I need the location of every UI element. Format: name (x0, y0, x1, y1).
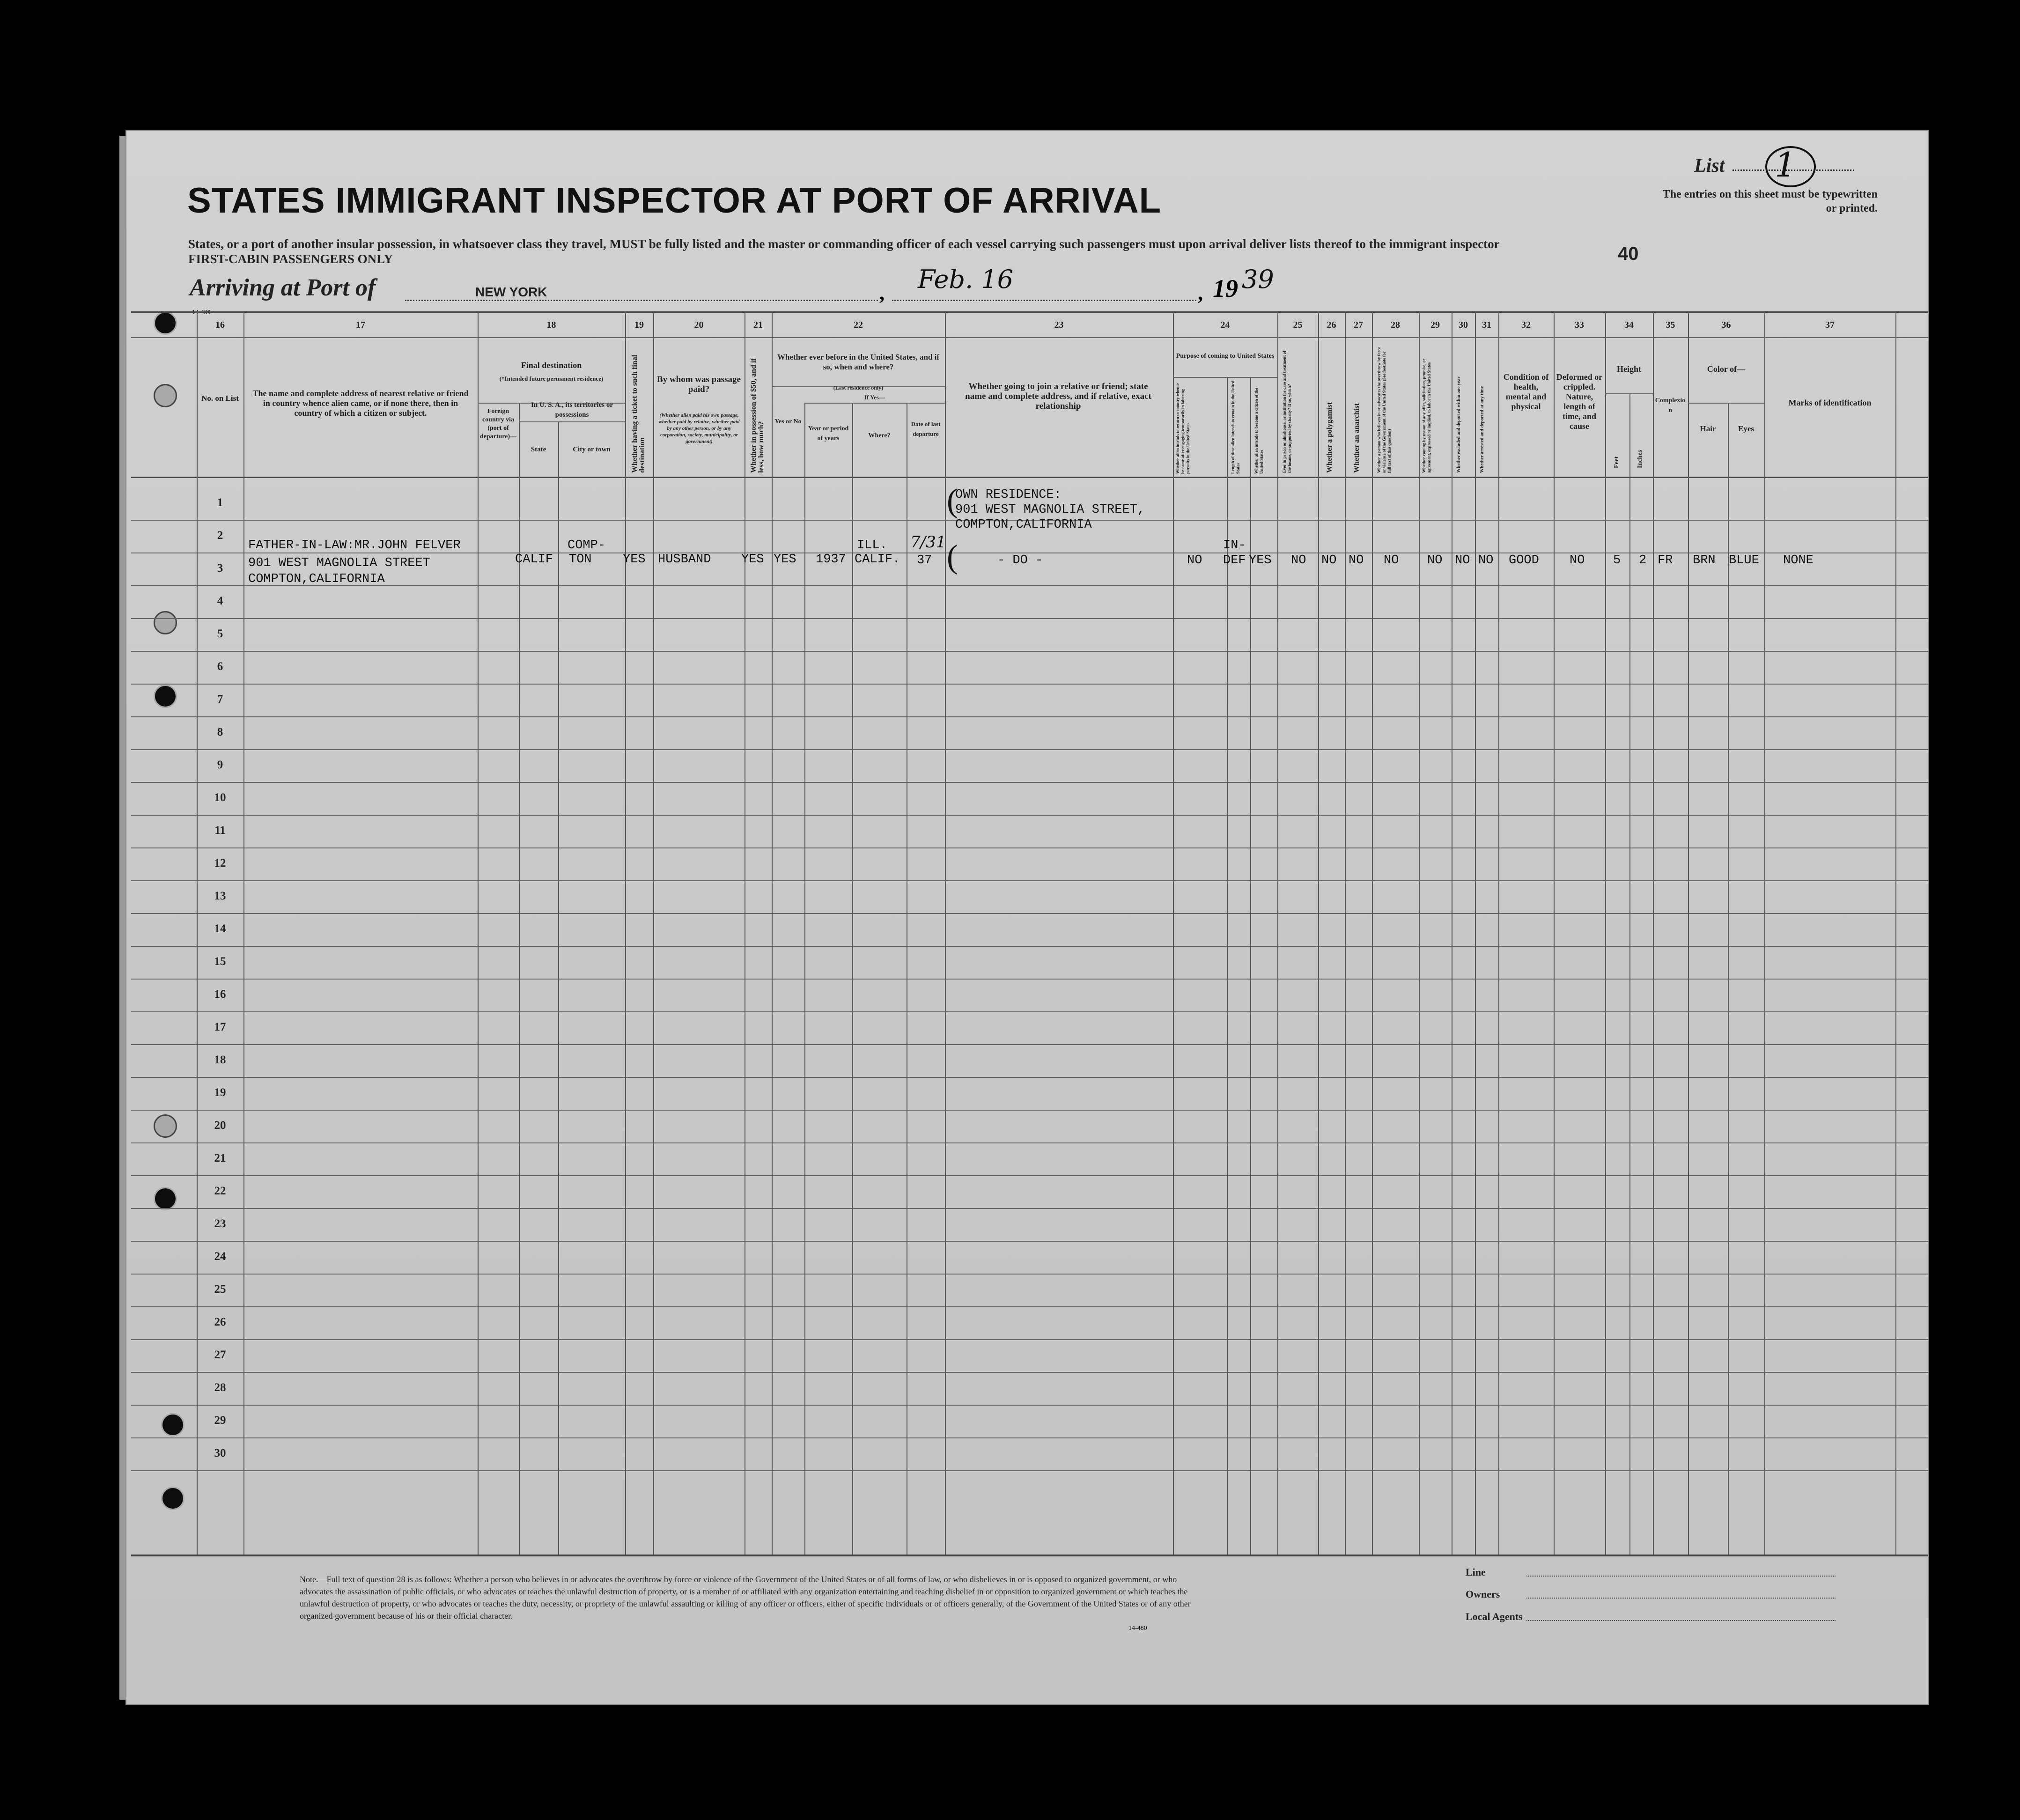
row-line (131, 585, 1928, 586)
row-number: 14 (214, 922, 226, 935)
table-bottom-line (131, 1555, 1928, 1556)
col-line (1764, 311, 1765, 1555)
row-number: 24 (214, 1250, 226, 1263)
colnum-line (131, 337, 1928, 338)
footnote: Note.—Full text of question 28 is as follows: Whether a person who believes in or advocates the overthrow by force or violence of the Government of the United States or of all forms of law, or who disbelieves in or is opposed to organized government, or who advocates the assassination of public officials, or who advocates or teaches the unlawful destruction of property, or is a member of or affiliated with any organization entertaining and teaching disbelief in or opposition to organized government or which teaches the unlawful destruction of property, or who advocates or teaches the duty, necessity, or propriety of the unlawful assaulting or killing of any officer or officers, either of specific individuals or of officers generally, of the Government of the United States or of any other organized government because of his or their official character. (300, 1575, 1191, 1621)
header-18-usa: In U. S. A., its territories or possessions (531, 401, 613, 419)
header-34-feet: Feet (1613, 456, 1620, 468)
punch-hole (154, 384, 177, 407)
row-number: 3 (217, 562, 223, 575)
paid-by: HUSBAND (658, 553, 711, 567)
agents-label: Local Agents (1466, 1611, 1523, 1622)
col-line (1372, 311, 1373, 1555)
colnum-18: 18 (546, 320, 556, 330)
punch-hole (161, 1487, 184, 1510)
row-number: 15 (214, 955, 226, 968)
sub-divider (1173, 377, 1277, 378)
dest-state: CALIF (515, 553, 553, 567)
header-18-title: Final destination (521, 361, 582, 370)
row-number: 26 (214, 1316, 226, 1328)
row-number: 7 (217, 693, 223, 706)
header-17: The name and complete address of nearest relative or friend in country whence alien came, or if none there, then in country of which a citizen or subject. (252, 389, 469, 418)
hair-color: BRN (1693, 553, 1716, 567)
col-line (478, 311, 479, 1555)
form-title: STATES IMMIGRANT INSPECTOR AT PORT OF ARRIVAL (187, 181, 1162, 221)
header-35: Complexion (1655, 397, 1686, 414)
citizen: YES (1249, 553, 1272, 567)
sub-divider (804, 403, 945, 404)
line-field (1526, 1576, 1836, 1577)
row-number: 1 (217, 496, 223, 509)
overthrow: NO (1384, 553, 1399, 567)
col-line (1498, 311, 1499, 1555)
where-2: CALIF. (855, 553, 900, 567)
col-line (1419, 311, 1420, 1555)
deformed: NO (1570, 553, 1585, 567)
dest-city-2: TON (569, 553, 592, 567)
manifest-sheet (125, 130, 1929, 1705)
header-36-hair: Hair (1700, 424, 1716, 433)
last-departure-year: 37 (917, 553, 932, 567)
row-number: 4 (217, 595, 223, 607)
header-18-city: City or town (573, 446, 611, 453)
health: GOOD (1509, 553, 1539, 567)
relative-line2: 901 WEST MAGNOLIA STREET (248, 556, 430, 570)
colnum-34: 34 (1624, 320, 1634, 330)
colnum-30: 30 (1459, 320, 1468, 330)
length-1: IN- (1223, 538, 1246, 553)
entries-note: The entries on this sheet must be typewritten or printed. (1662, 188, 1878, 214)
col-line (1345, 311, 1346, 1555)
header-22-date: Date of last departure (911, 420, 941, 437)
colnum-17: 17 (356, 320, 365, 330)
row-number: 20 (214, 1119, 226, 1132)
header-29: Whether coming by reason of any offer, solicitation, promise, or agreement, expressed or implied, to labor in the United States (1422, 359, 1431, 473)
arriving-label: Arriving at Port of (190, 274, 376, 301)
header-24-a: Whether alien intends to return to country whence he came after engaging temporarily in laboring pursuits in the United States (1175, 383, 1190, 474)
col-line (804, 403, 805, 1555)
sub-divider (1688, 403, 1764, 404)
comma: , (879, 281, 885, 304)
row-number: 8 (217, 726, 223, 738)
col-line (1475, 311, 1476, 1555)
row-line (131, 1306, 1928, 1307)
row-number: 27 (214, 1348, 226, 1361)
relative-line1: FATHER-IN-LAW:MR.JOHN FELVER (248, 538, 461, 553)
prison: NO (1291, 553, 1306, 567)
row-line (131, 880, 1928, 881)
row-number: 21 (214, 1152, 226, 1164)
col-line (852, 403, 853, 1555)
colnum-32: 32 (1521, 320, 1531, 330)
row-line (131, 1405, 1928, 1406)
labor-offer: NO (1427, 553, 1443, 567)
date-line (892, 300, 1196, 301)
col-line (1554, 311, 1555, 1555)
excluded: NO (1455, 553, 1470, 567)
port-value: NEW YORK (475, 285, 547, 299)
form-subtitle: States, or a port of another insular possession, in whatsoever class they travel, MUST be fully listed and the master or commanding officer of each vessel carrying such passengers must upon arrival deliver lists thereof to the immigrant inspector (188, 237, 1500, 251)
join-row1-line3: COMPTON,CALIFORNIA (955, 518, 1092, 532)
row-number: 13 (214, 890, 226, 902)
anarchist: NO (1349, 553, 1364, 567)
length-2: DEF (1223, 553, 1246, 567)
row-number: 25 (214, 1283, 226, 1296)
row-line (131, 1339, 1928, 1340)
row-line (131, 847, 1928, 848)
header-23: Whether going to join a relative or friend; state name and complete address, and if relative, exact relationship (965, 382, 1151, 411)
year-handwritten: 39 (1242, 265, 1274, 294)
row-line (131, 1437, 1928, 1438)
row-line (131, 1241, 1928, 1242)
col-line (1318, 311, 1319, 1555)
header-24-b: Length of time alien intends to remain in the United States (1231, 380, 1240, 474)
col-line (1728, 403, 1729, 1555)
row-line (131, 651, 1928, 652)
punch-hole (154, 1187, 177, 1210)
row-line (131, 1175, 1928, 1176)
return-temp: NO (1187, 553, 1202, 567)
header-20: By whom was passage paid? (657, 375, 741, 394)
col-line (625, 311, 626, 1555)
header-20-note: (Whether alien paid his own passage, whether paid by relative, whether paid by any other person, or by any corporation, society, municipality, or government) (658, 413, 740, 444)
colnum-31: 31 (1482, 320, 1491, 330)
header-bottom-line (131, 477, 1928, 478)
port-line (405, 300, 878, 301)
height-feet: 5 (1613, 553, 1621, 567)
punch-hole (154, 611, 177, 634)
col-line (772, 311, 773, 1555)
col-line (1629, 393, 1630, 1555)
class-line: FIRST-CABIN PASSENGERS ONLY (188, 252, 393, 266)
row-line (131, 684, 1928, 685)
header-25: Ever in prison or almshouse, or institution for care and treatment of the insane, or supported by charity? If so, which? (1282, 351, 1292, 473)
bracket: ( (947, 539, 958, 575)
comma: , (1198, 281, 1203, 304)
punch-hole (154, 311, 177, 335)
colnum-26: 26 (1327, 320, 1336, 330)
join-row1-line1: OWN RESIDENCE: (955, 488, 1062, 502)
colnum-19: 19 (634, 320, 644, 330)
header-18-state: State (531, 446, 546, 453)
row-line (131, 815, 1928, 816)
col-line (945, 311, 946, 1555)
colnum-24: 24 (1220, 320, 1230, 330)
col-line (1688, 311, 1689, 1555)
col-line (558, 421, 559, 1555)
sub-divider (1605, 393, 1653, 394)
colnum-16: 16 (215, 320, 225, 330)
row-line (131, 618, 1928, 619)
header-31: Whether arrested and deported at any time (1480, 386, 1485, 473)
header-26: Whether a polygamist (1326, 402, 1334, 473)
punch-hole (154, 1114, 177, 1138)
join-row1-line2: 901 WEST MAGNOLIA STREET, (955, 503, 1145, 517)
row-line (131, 1208, 1928, 1209)
list-number: 1 (1775, 145, 1796, 184)
last-departure-date: 7/31 (910, 533, 946, 552)
header-30: Whether excluded and deported within one year (1456, 376, 1461, 473)
header-34-inches: Inches (1637, 450, 1644, 468)
col-line (519, 403, 520, 1555)
header-21: Whether in possession of $50, and if less, how much? (750, 358, 765, 473)
col-line (1277, 311, 1278, 1555)
row-line (131, 1077, 1928, 1078)
where-1: ILL. (857, 538, 887, 553)
colnum-36: 36 (1721, 320, 1731, 330)
col-line (653, 311, 654, 1555)
row-number: 9 (217, 759, 223, 771)
header-28: Whether a person who believes in or advocates the overthrow by force or violence of the Government of the United States (See footnote for full text of this question) (1377, 346, 1392, 473)
before-in-us: YES (774, 553, 796, 567)
form-code-bottom: 14-480 (1128, 1625, 1147, 1632)
colnum-21: 21 (753, 320, 763, 330)
row-number: 17 (214, 1021, 226, 1033)
row-number: 23 (214, 1217, 226, 1230)
ticket: YES (623, 553, 646, 567)
punch-hole (161, 1413, 184, 1437)
row-line (131, 749, 1928, 750)
colnum-27: 27 (1354, 320, 1363, 330)
date-handwritten: Feb. 16 (918, 265, 1014, 294)
header-22-yesno: Yes or No (774, 418, 802, 425)
height-inches: 2 (1639, 553, 1647, 567)
header-36-eyes: Eyes (1738, 424, 1754, 433)
form-code-top: 14-480 (192, 309, 211, 316)
sub-divider (519, 421, 625, 422)
header-22-where: Where? (868, 432, 891, 439)
header-36: Color of— (1707, 364, 1746, 374)
row-number: 22 (214, 1185, 226, 1197)
col-line (1173, 311, 1174, 1555)
dest-city-1: COMP- (568, 538, 606, 553)
row-number: 30 (214, 1447, 226, 1459)
deported: NO (1478, 553, 1494, 567)
eye-color: BLUE (1729, 553, 1759, 567)
list-number-circle (1765, 146, 1816, 187)
colnum-29: 29 (1430, 320, 1440, 330)
row-number: 19 (214, 1086, 226, 1099)
colnum-20: 20 (694, 320, 704, 330)
header-24-title: Purpose of coming to United States (1176, 353, 1275, 360)
header-27: Whether an anarchist (1353, 403, 1361, 473)
col-line (243, 311, 244, 1555)
row-number: 11 (214, 824, 226, 837)
col-line (1895, 311, 1896, 1555)
row-number: 16 (214, 988, 226, 1001)
complexion: FR (1658, 553, 1673, 567)
row-number: 12 (214, 857, 226, 869)
row-number: 6 (217, 660, 223, 673)
row-number: 29 (214, 1414, 226, 1427)
row-line (131, 946, 1928, 947)
join-row2: - DO - (997, 553, 1043, 567)
header-34: Height (1617, 364, 1641, 374)
colnum-28: 28 (1391, 320, 1400, 330)
year-before: 1937 (816, 553, 846, 567)
list-label: List (1694, 155, 1725, 177)
punch-hole (154, 685, 177, 708)
relative-line3: COMPTON,CALIFORNIA (248, 572, 385, 586)
header-32: Condition of health, mental and physical (1503, 372, 1549, 411)
header-19: Whether having a ticket to such final destination (631, 354, 646, 473)
header-33: Deformed or crippled. Nature, length of time, and cause (1556, 372, 1603, 431)
header-22-title: Whether ever before in the United States, and if so, when and where? (777, 353, 940, 371)
bracket: ( (947, 483, 958, 519)
row-number: 5 (217, 627, 223, 640)
agents-field (1526, 1620, 1836, 1621)
colnum-25: 25 (1293, 320, 1303, 330)
row-line (131, 1274, 1928, 1275)
row-line (131, 913, 1928, 914)
header-22-year: Year or period of years (808, 425, 849, 442)
row-line (131, 1011, 1928, 1012)
identification-marks: NONE (1783, 553, 1814, 567)
row-number: 10 (214, 791, 226, 804)
year-printed: 19 (1213, 274, 1238, 302)
header-22-ifyes: If Yes— (864, 394, 885, 401)
row-number: 28 (214, 1381, 226, 1394)
header-18-note: (*Intended future permanent residence) (499, 375, 604, 382)
polygamist: NO (1321, 553, 1337, 567)
colnum-22: 22 (854, 320, 863, 330)
col-line (1605, 311, 1606, 1555)
table-top-line (131, 311, 1928, 313)
row-line (131, 1044, 1928, 1045)
header-37: Marks of identification (1788, 398, 1872, 407)
colnum-37: 37 (1825, 320, 1835, 330)
row-number: 18 (214, 1054, 226, 1066)
row-line (131, 979, 1928, 980)
has-50: YES (741, 553, 764, 567)
header-24-c: Whether alien intends to become a citizen of the United States (1254, 388, 1264, 474)
row-line (131, 1110, 1928, 1111)
owners-label: Owners (1466, 1588, 1500, 1600)
header-18-foreign: Foreign country via (port of departure)— (479, 408, 517, 440)
colnum-33: 33 (1575, 320, 1584, 330)
sheet-number: 40 (1618, 243, 1639, 264)
row-line (131, 782, 1928, 783)
line-label: Line (1466, 1566, 1486, 1578)
header-22-note: (Last residence only) (833, 384, 884, 391)
row-line (131, 1372, 1928, 1373)
row-line (131, 1470, 1928, 1471)
col-line (1653, 311, 1654, 1555)
colnum-23: 23 (1054, 320, 1064, 330)
row-line (131, 1142, 1928, 1143)
header-16: No. on List (201, 394, 239, 403)
row-number: 2 (217, 529, 223, 542)
owners-field (1526, 1598, 1836, 1599)
colnum-35: 35 (1666, 320, 1675, 330)
row-line (131, 716, 1928, 717)
